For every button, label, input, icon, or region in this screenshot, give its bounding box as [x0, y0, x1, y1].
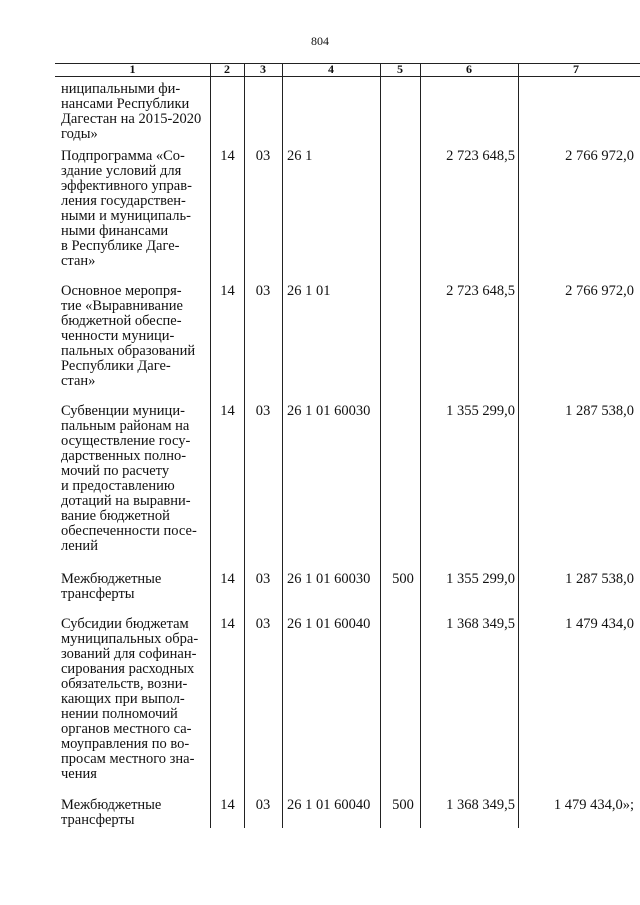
subsection-code: 03	[255, 403, 271, 419]
row-title: Подпрограмма «Со- здание условий для эффективного управ- ления государствен- ными и муниципаль- ными финансами в Республике Даге- стан»	[61, 148, 192, 269]
table-row	[55, 403, 640, 554]
column-header: 7	[573, 62, 579, 76]
section-code: 14	[220, 283, 235, 299]
amount-2020: 1 479 434,0	[565, 616, 634, 632]
amount-2020: 2 766 972,0	[565, 283, 634, 299]
amount-2020: 1 287 538,0	[565, 571, 634, 587]
column-header: 2	[224, 62, 230, 76]
table-row	[55, 148, 640, 269]
section-code: 14	[220, 616, 235, 632]
section-code: 14	[220, 571, 235, 587]
column-divider	[420, 63, 421, 828]
table-row	[55, 81, 640, 142]
section-code: 14	[220, 797, 235, 813]
subsection-code: 03	[255, 616, 271, 632]
table-row	[55, 283, 640, 389]
amount-2019: 1 355 299,0	[446, 403, 515, 419]
target-article-code: 26 1 01 60030	[287, 571, 371, 587]
amount-2019: 2 723 648,5	[446, 148, 515, 164]
amount-2019: 1 368 349,5	[446, 797, 515, 813]
column-divider	[518, 63, 519, 828]
target-article-code: 26 1 01 60030	[287, 403, 371, 419]
section-code: 14	[220, 148, 235, 164]
column-divider	[244, 63, 245, 828]
expense-type-code: 500	[392, 797, 414, 813]
column-header: 6	[466, 62, 472, 76]
row-title: Межбюджетные трансферты	[61, 797, 162, 828]
page-number: 804	[311, 34, 329, 48]
column-divider	[380, 63, 381, 828]
row-title: Субвенции муници- пальным районам на осуществление госу- дарственных полно- мочий по расчету и предоставлению дотаций на выравни- вание бюджетной обеспеченности посе- лений	[61, 403, 197, 554]
column-header: 4	[328, 62, 334, 76]
subsection-code: 03	[255, 797, 271, 813]
header-bottom-border	[55, 76, 640, 77]
column-header: 3	[260, 62, 266, 76]
amount-2019: 1 368 349,5	[446, 616, 515, 632]
subsection-code: 03	[255, 283, 271, 299]
row-title: ниципальными фи- нансами Республики Дагестан на 2015-2020 годы»	[61, 81, 202, 142]
subsection-code: 03	[255, 148, 271, 164]
amount-2020: 1 287 538,0	[565, 403, 634, 419]
column-divider	[282, 63, 283, 828]
expense-type-code: 500	[392, 571, 414, 587]
table-row	[55, 571, 640, 602]
amount-2020: 1 479 434,0»;	[553, 797, 634, 813]
target-article-code: 26 1 01 60040	[287, 616, 371, 632]
amount-2019: 1 355 299,0	[446, 571, 515, 587]
section-code: 14	[220, 403, 235, 419]
amount-2020: 2 766 972,0	[565, 148, 634, 164]
table-row	[55, 616, 640, 782]
amount-2019: 2 723 648,5	[446, 283, 515, 299]
subsection-code: 03	[255, 571, 271, 587]
column-header: 1	[129, 62, 136, 76]
row-title: Основное меропря- тие «Выравнивание бюджетной обеспе- ченности муници- пальных образований Республики Даге- стан»	[61, 283, 196, 389]
row-title: Субсидии бюджетам муниципальных обра- зований для софинан- сирования расходных обязательств, возни- кающих при выпол- нении полномочий органов местного са- моуправления по во- просам местного зна- чения	[61, 616, 199, 782]
row-title: Межбюджетные трансферты	[61, 571, 162, 602]
target-article-code: 26 1 01 60040	[287, 797, 371, 813]
target-article-code: 26 1 01	[287, 283, 331, 299]
table-row	[55, 797, 640, 828]
target-article-code: 26 1	[287, 148, 313, 164]
column-header: 5	[397, 62, 403, 76]
